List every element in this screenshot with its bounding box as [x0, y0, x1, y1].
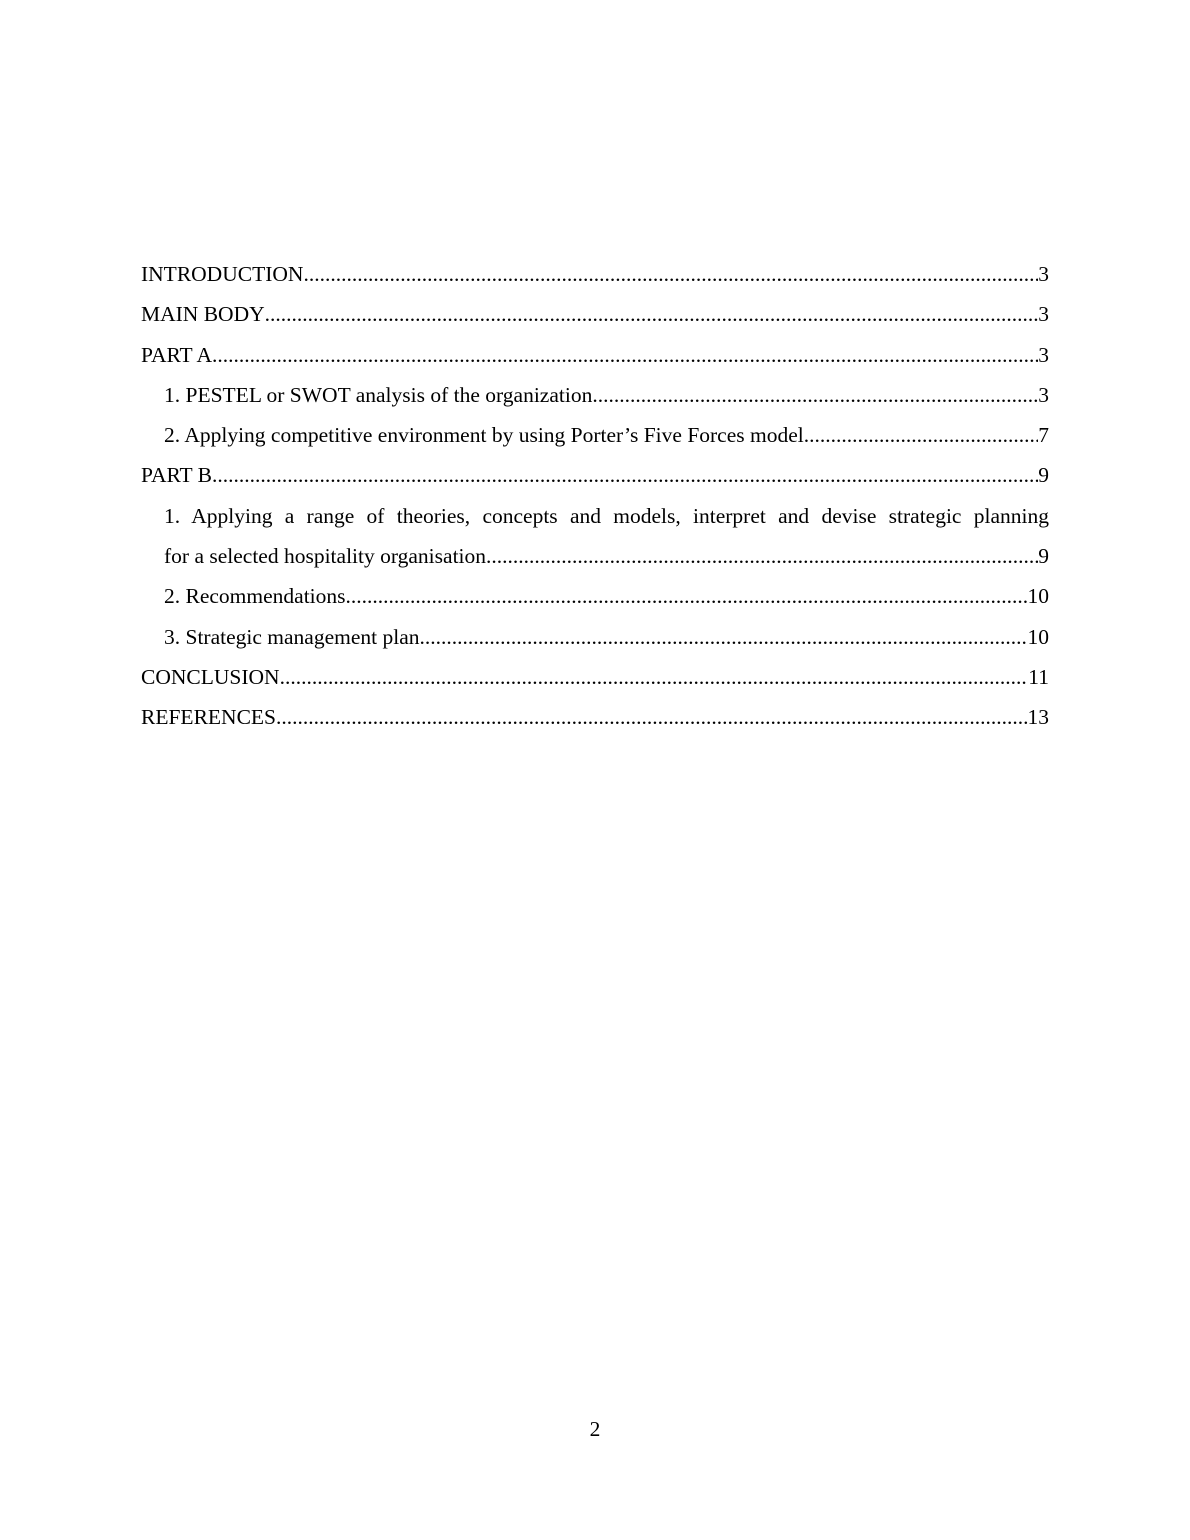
toc-entry-strategic-management-plan[interactable] [141, 617, 1049, 657]
toc-page-number: 11 [1028, 664, 1049, 689]
toc-dot-leader [212, 335, 1038, 375]
toc-dot-leader [212, 455, 1038, 495]
toc-entry-porters-five-forces[interactable] [141, 415, 1049, 455]
toc-entry-introduction[interactable] [141, 254, 1049, 294]
toc-dot-leader [592, 375, 1038, 415]
toc-page-number: 7 [1038, 423, 1049, 448]
toc-entry-label-line-2: for a selected hospitality organisation [164, 544, 487, 569]
toc-page-number: 13 [1027, 705, 1049, 730]
toc-dot-leader [265, 294, 1039, 334]
toc-page-number: 10 [1027, 624, 1049, 649]
toc-page-number: 10 [1027, 584, 1049, 609]
toc-entry-label-line-1: 1. Applying a range of theories, concepts and models, interpret and devise strategic planning [164, 503, 1049, 528]
toc-page-number: 3 [1038, 302, 1049, 327]
toc-entry-strategic-planning[interactable] [141, 496, 1049, 577]
toc-entry-conclusion[interactable] [141, 657, 1049, 697]
toc-entry-main-body[interactable] [141, 294, 1049, 334]
toc-dot-leader [346, 576, 1028, 616]
page-number: 2 [589, 1417, 601, 1441]
toc-dot-leader [276, 697, 1028, 737]
toc-entry-label: MAIN BODY [141, 302, 265, 327]
toc-page-number: 3 [1038, 342, 1049, 367]
toc-entry-pestel-swot[interactable] [141, 375, 1049, 415]
toc-dot-leader [280, 657, 1029, 697]
toc-page-number: 3 [1038, 382, 1049, 407]
table-of-contents [141, 254, 1049, 738]
toc-entry-label: CONCLUSION [141, 664, 280, 689]
toc-entry-label: PART A [141, 342, 213, 367]
toc-entry-label: 1. PESTEL or SWOT analysis of the organization [164, 382, 593, 407]
toc-entry-part-a[interactable] [141, 335, 1049, 375]
toc-entry-label: 3. Strategic management plan [164, 624, 420, 649]
toc-dot-leader [486, 536, 1038, 576]
toc-dot-leader [420, 617, 1028, 657]
toc-page-number: 9 [1038, 463, 1049, 488]
toc-entry-references[interactable] [141, 697, 1049, 737]
toc-entry-label: INTRODUCTION [141, 262, 304, 286]
toc-page-number: 3 [1038, 262, 1049, 286]
toc-entry-label: 2. Applying competitive environment by using Porter’s Five Forces model [164, 423, 804, 448]
toc-dot-leader [804, 415, 1038, 455]
toc-entry-label: 2. Recommendations [164, 584, 346, 609]
toc-entry-recommendations[interactable] [141, 576, 1049, 616]
toc-dot-leader [303, 254, 1038, 294]
toc-entry-part-b[interactable] [141, 455, 1049, 495]
toc-page-number: 9 [1038, 544, 1049, 569]
toc-entry-label: REFERENCES [141, 705, 276, 730]
toc-entry-label: PART B [141, 463, 213, 488]
